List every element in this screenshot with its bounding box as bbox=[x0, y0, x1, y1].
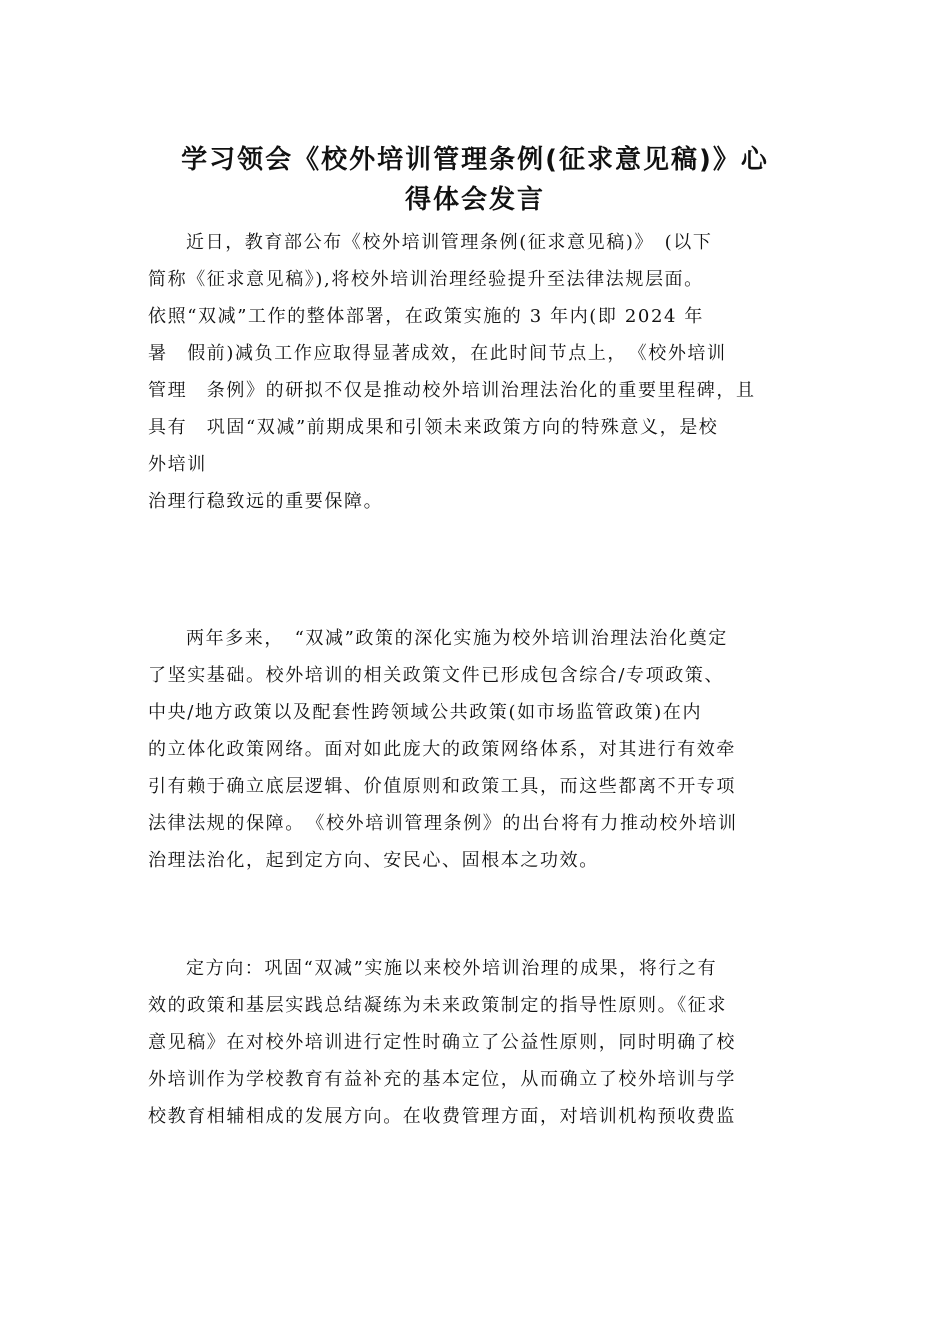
text-line: 定方向：巩固“双减”实施以来校外培训治理的成果，将行之有 bbox=[186, 958, 718, 979]
paragraph-3 bbox=[148, 950, 816, 1135]
text-line: 效的政策和基层实践总结凝练为未来政策制定的指导性原则。《征求 bbox=[148, 995, 727, 1016]
text-line: 外培训 bbox=[148, 454, 207, 475]
text-line: 治理法治化，起到定方向、安民心、固根本之功效。 bbox=[148, 850, 599, 871]
paragraph-2 bbox=[148, 620, 816, 879]
text-line: 的立体化政策网络。面对如此庞大的政策网络体系，对其进行有效牵 bbox=[148, 739, 736, 760]
text-line: 意见稿》在对校外培训进行定性时确立了公益性原则，同时明确了校 bbox=[148, 1032, 736, 1053]
text-line: 简称《征求意见稿》),将校外培训治理经验提升至法律法规层面。 bbox=[148, 269, 704, 290]
text-line: 治理行稳致远的重要保障。 bbox=[148, 491, 384, 512]
text-line: 具有 巩固“双减”前期成果和引领未来政策方向的特殊意义，是校 bbox=[148, 417, 719, 438]
text-line: 引有赖于确立底层逻辑、价值原则和政策工具，而这些都离不开专项 bbox=[148, 776, 736, 797]
text-line: 了坚实基础。校外培训的相关政策文件已形成包含综合/专项政策、 bbox=[148, 665, 725, 686]
title-line: 学习领会《校外培训管理条例(征求意见稿)》心 bbox=[181, 145, 769, 175]
text-line: 两年多来， “双减”政策的深化实施为校外培训治理法治化奠定 bbox=[186, 628, 728, 649]
text-line: 依照“双减”工作的整体部署，在政策实施的 3 年内(即 2024 年 bbox=[148, 306, 704, 327]
text-line: 中央/地方政策以及配套性跨领域公共政策(如市场监管政策)在内 bbox=[148, 702, 703, 723]
title-line: 得体会发言 bbox=[404, 185, 545, 215]
text-line: 法律法规的保障。 《校外培训管理条例》的出台将有力推动校外培训 bbox=[148, 813, 738, 834]
text-line: 管理 条例》的研拟不仅是推动校外培训治理法治化的重要里程碑，且 bbox=[148, 380, 756, 401]
text-line: 校教育相辅相成的发展方向。在收费管理方面，对培训机构预收费监 bbox=[148, 1106, 736, 1127]
paragraph-1 bbox=[148, 224, 816, 520]
text-line: 近日，教育部公布《校外培训管理条例(征求意见稿)》 (以下 bbox=[186, 232, 713, 253]
document-title bbox=[140, 140, 810, 220]
text-line: 外培训作为学校教育有益补充的基本定位，从而确立了校外培训与学 bbox=[148, 1069, 736, 1090]
text-line: 暑 假前)减负工作应取得显著成效，在此时间节点上， 《校外培训 bbox=[148, 343, 727, 364]
